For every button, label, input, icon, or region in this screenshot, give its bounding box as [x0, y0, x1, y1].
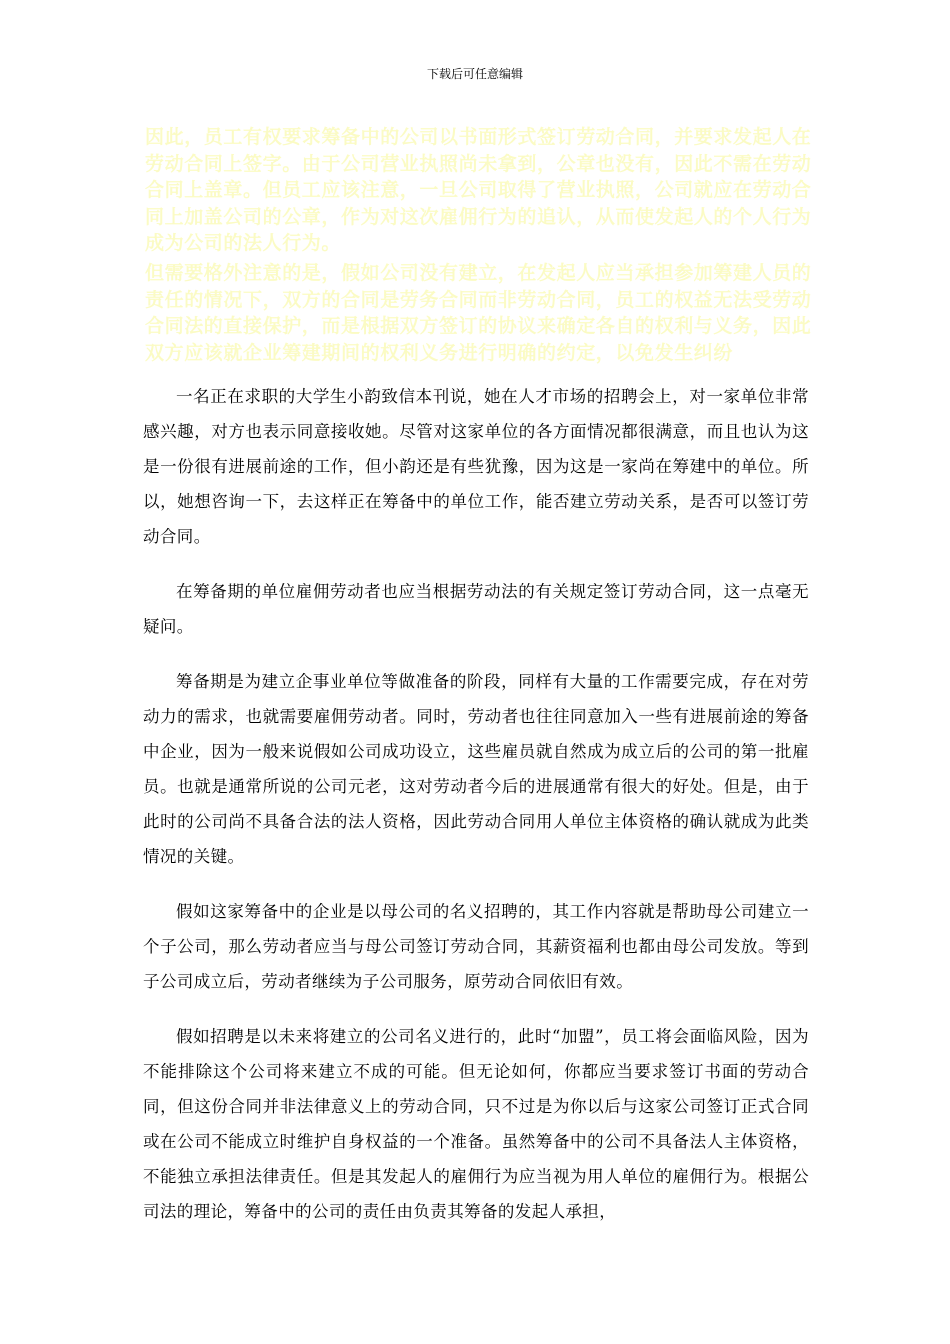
- body-paragraph-5: 假如招聘是以未来将建立的公司名义进行的，此时“加盟”，员工将会面临风险，因为不能排除这个公司将来建立不成的可能。但无论如何，你都应当要求签订书面的劳动合同，但这份合同并非法律意义上的劳动合同，只不过是为你以后与这家公司签订正式合同或在公司不能成立时维护自身权益的一个准备。虽然筹备中的公司不具备法人主体资格，不能独立承担法律责任。但是其发起人的雇佣行为应当视为用人单位的雇佣行为。根据公司法的理论，筹备中的公司的责任由负责其筹备的发起人承担，: [143, 1027, 809, 1221]
- body-paragraph-2: 在筹备期的单位雇佣劳动者也应当根据劳动法的有关规定签订劳动合同，这一点毫无疑问。: [143, 582, 809, 636]
- page-header: 下载后可任意编辑: [426, 67, 523, 81]
- watermark-paragraph-1: 因此，员工有权要求筹备中的公司以书面形式签订劳动合同，并要求发起人在劳动合同上签字。由于公司营业执照尚未拿到，公章也没有，因此不需在劳动合同上盖章。但员工应该注意，一旦公司取得了营业执照，公司就应在劳动合同上加盖公司的公章，作为对这次雇佣行为的追认，从而使发起人的个人行为成为公司的法人行为。: [145, 126, 812, 254]
- article-body: [143, 379, 809, 1249]
- body-paragraph-1: 一名正在求职的大学生小韵致信本刊说，她在人才市场的招聘会上，对一家单位非常感兴趣，对方也表示同意接收她。尽管对这家单位的各方面情况都很满意，而且也认为这是一份很有进展前途的工作，但小韵还是有些犹豫，因为这是一家尚在筹建中的单位。所以，她想咨询一下，去这样正在筹备中的单位工作，能否建立劳动关系，是否可以签订劳动合同。: [143, 387, 809, 546]
- body-paragraph-3: 筹备期是为建立企事业单位等做准备的阶段，同样有大量的工作需要完成，存在对劳动力的需求，也就需要雇佣劳动者。同时，劳动者也往往同意加入一些有进展前途的筹备中企业，因为一般来说假如公司成功设立，这些雇员就自然成为成立后的公司的第一批雇员。也就是通常所说的公司元老，这对劳动者今后的进展通常有很大的好处。但是，由于此时的公司尚不具备合法的法人资格，因此劳动合同用人单位主体资格的确认就成为此类情况的关键。: [143, 672, 809, 866]
- body-paragraph-4: 假如这家筹备中的企业是以母公司的名义招聘的，其工作内容就是帮助母公司建立一个子公司，那么劳动者应当与母公司签订劳动合同，其薪资福利也都由母公司发放。等到子公司成立后，劳动者继续为子公司服务，原劳动合同依旧有效。: [143, 902, 809, 991]
- watermark-paragraph-2: 但需要格外注意的是，假如公司没有建立，在发起人应当承担参加筹建人员的责任的情况下，双方的合同是劳务合同而非劳动合同，员工的权益无法受劳动合同法的直接保护，而是根据双方签订的协议来确定各自的权利与义务，因此双方应该就企业筹建期间的权利义务进行明确的约定，以免发生纠纷: [145, 262, 812, 364]
